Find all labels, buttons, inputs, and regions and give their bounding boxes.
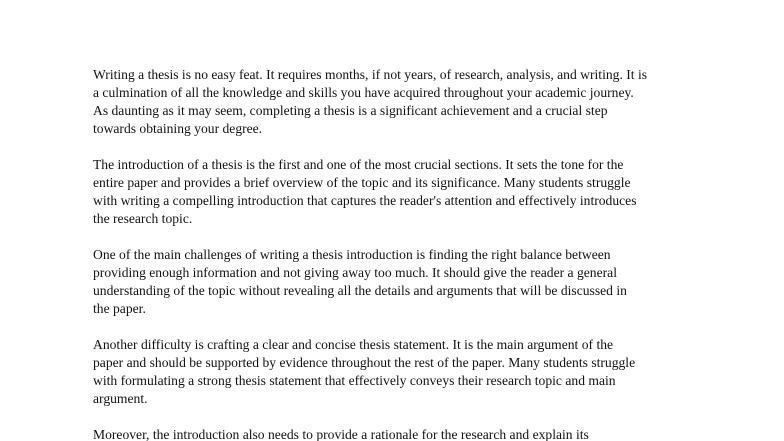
text-line: One of the main challenges of writing a thesis introduction is finding the right balance between <box>93 247 611 262</box>
text-line: with writing a compelling introduction that captures the reader's attention and effectively introduces <box>93 193 637 208</box>
text-line: Another difficulty is crafting a clear and concise thesis statement. It is the main argument of the <box>93 337 614 352</box>
paragraph-1 <box>93 66 743 138</box>
text-line: argument. <box>93 391 148 406</box>
text-line: understanding of the topic without revealing all the details and arguments that will be discussed in <box>93 283 627 298</box>
paragraph-4 <box>93 336 743 408</box>
document-body <box>93 66 743 441</box>
text-line: the paper. <box>93 301 146 316</box>
text-line: providing enough information and not giving away too much. It should give the reader a general <box>93 265 617 280</box>
text-line: the research topic. <box>93 211 193 226</box>
text-line: entire paper and provides a brief overview of the topic and its significance. Many students struggle <box>93 175 631 190</box>
text-line: The introduction of a thesis is the first and one of the most crucial sections. It sets the tone for the <box>93 157 624 172</box>
text-line: with formulating a strong thesis statement that effectively conveys their research topic and main <box>93 373 616 388</box>
text-line: towards obtaining your degree. <box>93 121 263 136</box>
paragraph-5 <box>93 426 743 441</box>
text-line: As daunting as it may seem, completing a thesis is a significant achievement and a crucial step <box>93 103 608 118</box>
text-line: Writing a thesis is no easy feat. It requires months, if not years, of research, analysis, and writing. It is <box>93 67 648 82</box>
paragraph-2 <box>93 156 743 228</box>
paragraph-3 <box>93 246 743 318</box>
text-line: Moreover, the introduction also needs to provide a rationale for the research and explain its <box>93 427 589 441</box>
text-line: paper and should be supported by evidence throughout the rest of the paper. Many students struggle <box>93 355 636 370</box>
text-line: a culmination of all the knowledge and skills you have acquired throughout your academic journey. <box>93 85 634 100</box>
